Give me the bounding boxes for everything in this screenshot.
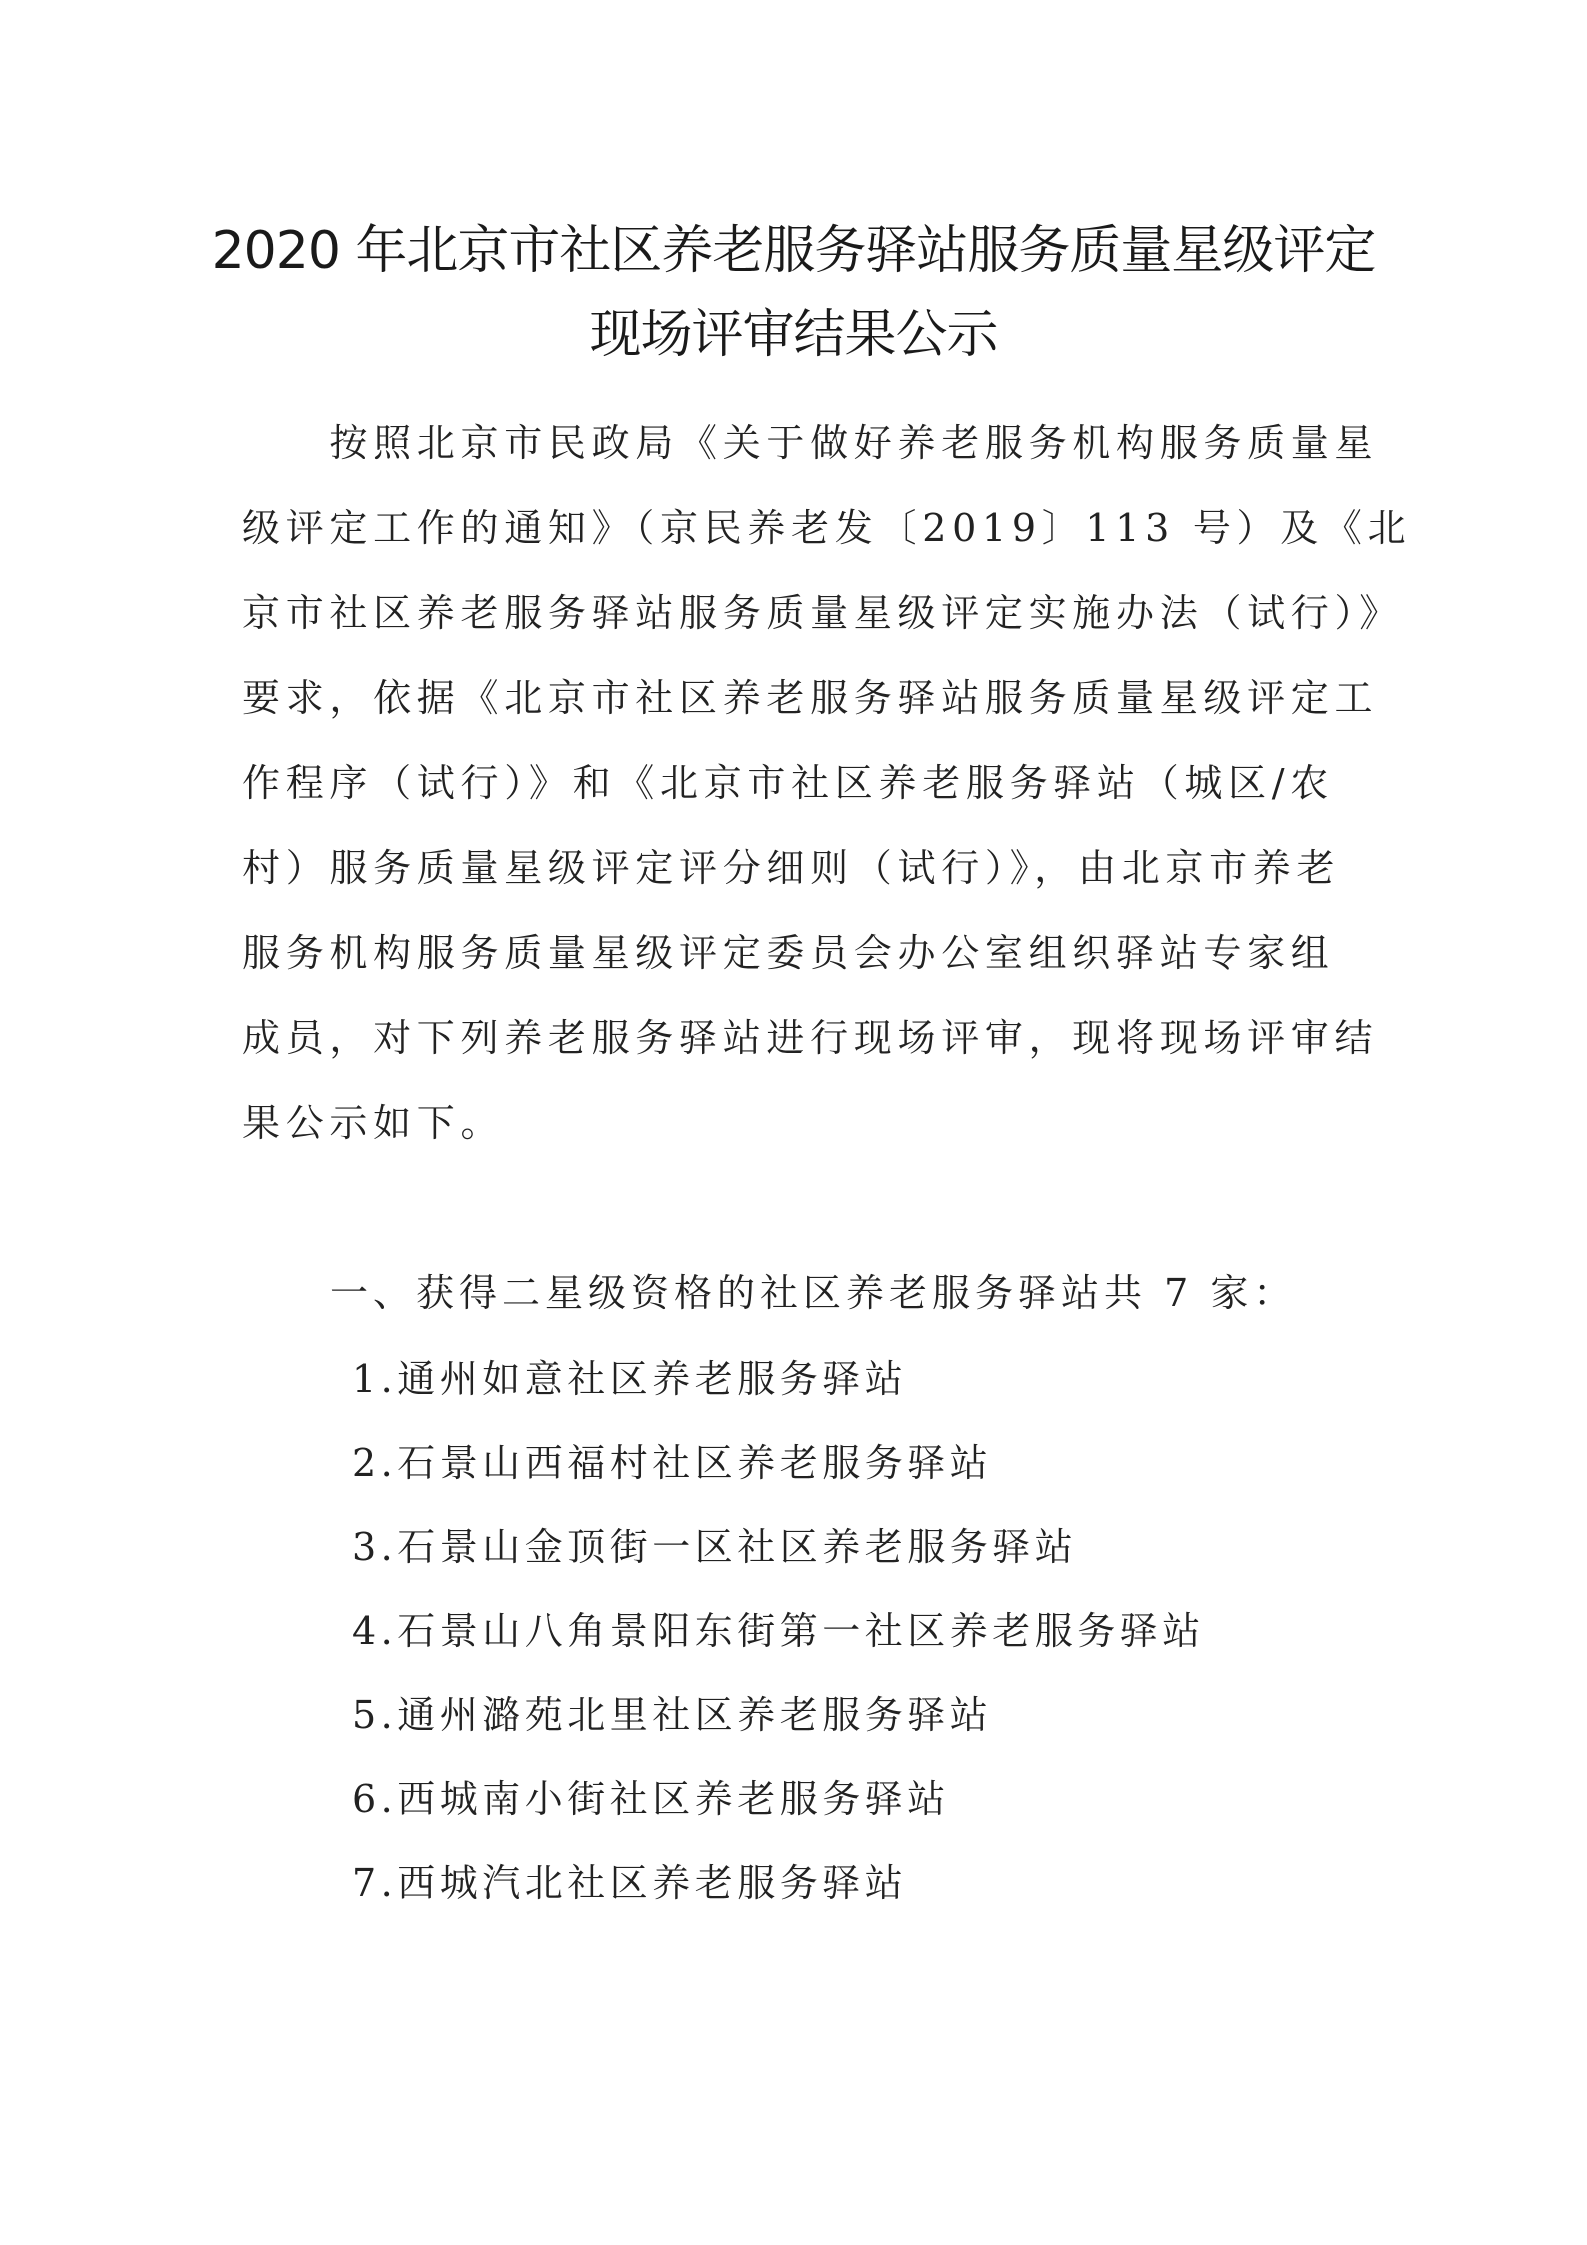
list-item: 6.西城南小街社区养老服务驿站 (352, 1777, 950, 1821)
paragraph-line: 村）服务质量星级评定评分细则（试行）》，由北京市养老 (242, 846, 1341, 890)
list-item: 2.石景山西福村社区养老服务驿站 (352, 1441, 993, 1485)
list-item: 3.石景山金顶街一区社区养老服务驿站 (352, 1525, 1078, 1569)
paragraph-line: 作程序（试行）》和《北京市社区养老服务驿站（城区/农 (242, 761, 1335, 805)
document-title-line-2: 现场评审结果公示 (589, 305, 998, 365)
paragraph-line: 成员，对下列养老服务驿站进行现场评审，现将现场评审结 (242, 1016, 1379, 1060)
paragraph-line: 级评定工作的通知》（京民养老发〔2019〕113 号）及《北 (242, 506, 1412, 550)
paragraph-line: 服务机构服务质量星级评定委员会办公室组织驿站专家组 (242, 931, 1335, 975)
paragraph-line: 果公示如下。 (242, 1101, 505, 1145)
list-item: 5.通州潞苑北里社区养老服务驿站 (352, 1693, 993, 1737)
paragraph-line: 要求，依据《北京市社区养老服务驿站服务质量星级评定工 (242, 676, 1379, 720)
document-title-line-1: 2020 年北京市社区养老服务驿站服务质量星级评定 (211, 221, 1376, 281)
section-heading: 一、获得二星级资格的社区养老服务驿站共 7 家： (330, 1271, 1297, 1315)
paragraph-line: 京市社区养老服务驿站服务质量星级评定实施办法（试行）》 (242, 591, 1403, 635)
list-item: 4.石景山八角景阳东街第一社区养老服务驿站 (352, 1609, 1205, 1653)
list-item: 7.西城汽北社区养老服务驿站 (352, 1861, 908, 1905)
list-item: 1.通州如意社区养老服务驿站 (352, 1357, 908, 1401)
paragraph-line: 按照北京市民政局《关于做好养老服务机构服务质量星 (242, 421, 1379, 465)
